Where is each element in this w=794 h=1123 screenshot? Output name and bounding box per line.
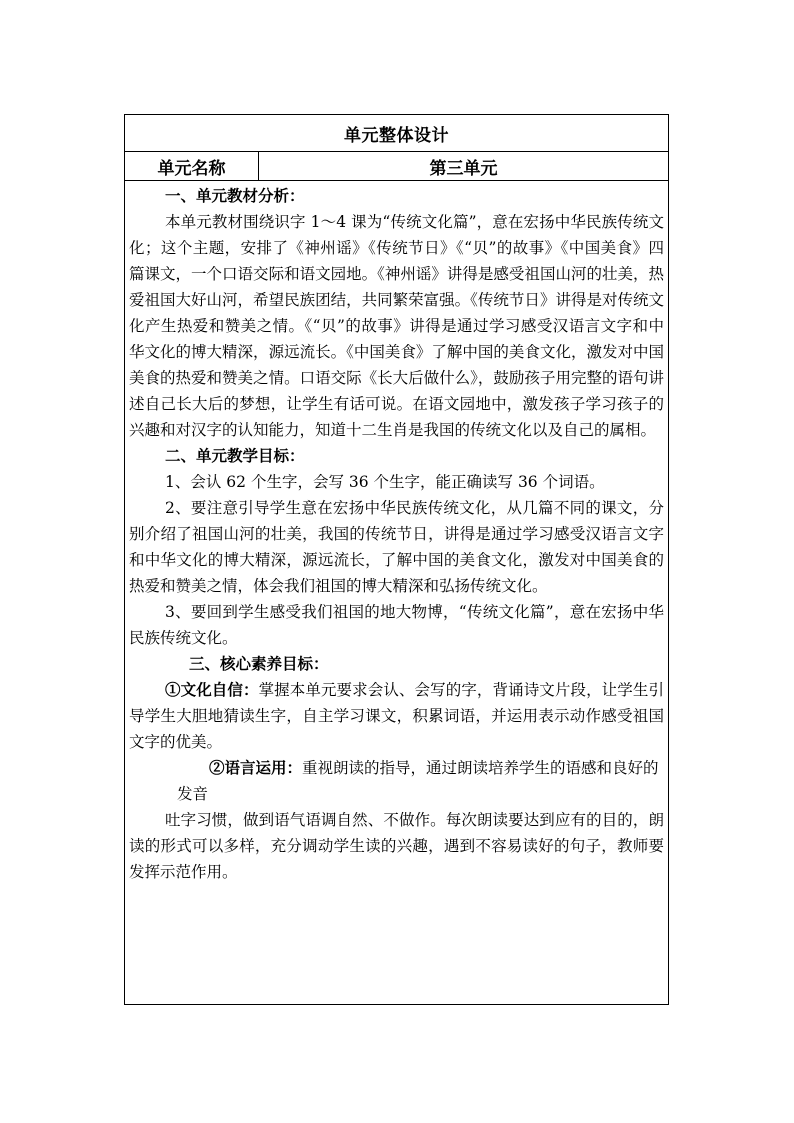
core-goal-2-label: ②语言运用： [209, 758, 303, 777]
content-cell [125, 181, 669, 1005]
title-row [125, 115, 669, 152]
content-row [125, 181, 669, 1005]
core-goal-1-label: ①文化自信： [165, 680, 259, 699]
core-goal-1 [129, 677, 664, 755]
section2-heading: 二、单元教学目标： [165, 446, 305, 465]
unit-design-table [124, 114, 669, 1005]
section1-heading: 一、单元教材分析： [165, 186, 305, 205]
unit-name-row [125, 152, 669, 181]
goal-item-1: 1、会认 62 个生字，会写 36 个生字，能正确读写 36 个词语。 [165, 473, 605, 491]
core-goal-2-rest: 吐字习惯，做到语气语调自然、不做作。每次朗读要达到应有的目的，朗读的形式可以多样，充分调动学生读的兴趣，遇到不容易读好的句子，教师要发挥示范作用。 [129, 811, 664, 881]
core-goal-2-text: 重视朗读的指导，通过朗读培养学生的语感和良好的 [302, 759, 659, 777]
core-goal-2 [129, 755, 664, 781]
unit-name-value: 第三单元 [259, 152, 669, 181]
core-goal-2-continuation: 发音 [177, 785, 209, 803]
table-title: 单元整体设计 [125, 115, 669, 152]
core-goal-1-text: 掌握本单元要求会认、会写的字，背诵诗文片段，让学生引导学生大胆地猜读生字，自主学习课文，积累词语，并运用表示动作感受祖国文字的优美。 [129, 681, 664, 751]
goal-item-2: 2、要注意引导学生意在宏扬中华民族传统文化，从几篇不同的课文，分别介绍了祖国山河的壮美，我国的传统节日，讲得是通过学习感受汉语言文字和中华文化的博大精深，源远流长，了解中国的美食文化，激发对中国美食的热爱和赞美之情，体会我们祖国的博大精深和弘扬传统文化。 [129, 499, 664, 595]
unit-name-label: 单元名称 [125, 152, 259, 181]
section1-paragraph: 本单元教材围绕识字 1～4 课为“传统文化篇”，意在宏扬中华民族传统文化；这个主题，安排了《神州谣》《传统节日》《“贝”的故事》《中国美食》四篇课文，一个口语交际和语文园地。《神州谣》讲得是感受祖国山河的壮美，热爱祖国大好山河，希望民族团结，共同繁荣富强。《传统节日》讲得是对传统文化产生热爱和赞美之情。《“贝”的故事》讲得是通过学习感受汉语言文字和中华文化的博大精深，源远流长。《中国美食》了解中国的美食文化，激发对中国美食的热爱和赞美之情。口语交际《长大后做什么》，鼓励孩子用完整的语句讲述自己长大后的梦想，让学生有话可说。在语文园地中，激发孩子学习孩子的兴趣和对汉字的认知能力，知道十二生肖是我国的传统文化以及自己的属相。 [129, 213, 664, 439]
goal-item-3: 3、要回到学生感受我们祖国的地大物博，“传统文化篇”，意在宏扬中华民族传统文化。 [129, 603, 664, 647]
section3-heading: 三、核心素养目标： [189, 654, 329, 673]
